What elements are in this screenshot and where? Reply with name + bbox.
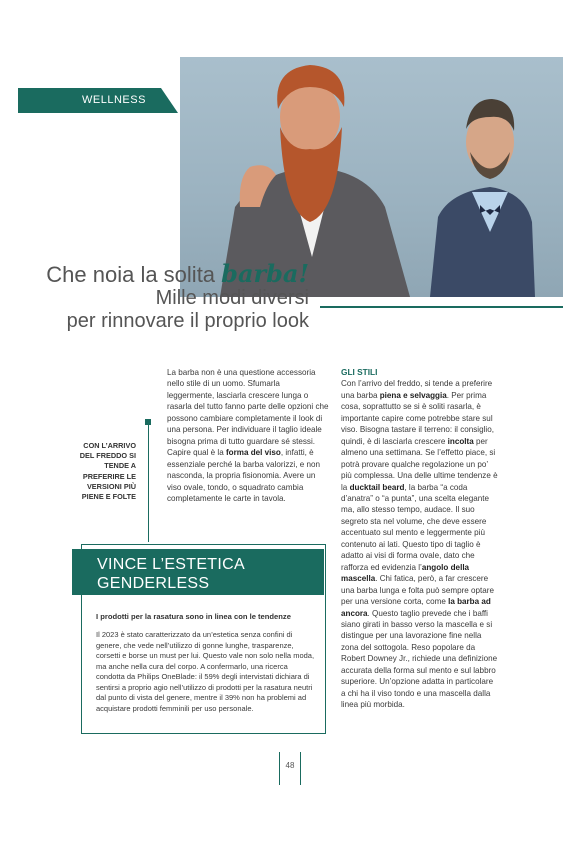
pull-quote-rule — [148, 422, 149, 542]
sidebar-box-subtitle: I prodotti per la rasatura sono in linea con le tendenze — [96, 612, 291, 621]
sidebar-box-title: VINCE L’ESTETICA GENDERLESS — [97, 556, 245, 592]
subheading-stili: GLI STILI — [341, 367, 378, 377]
col2-bold: piena e selvaggia — [379, 390, 447, 400]
section-tag: WELLNESS — [82, 94, 146, 106]
body-column-2 — [341, 367, 499, 711]
page-number: 48 — [285, 761, 295, 770]
headline-script-word: barba! — [221, 259, 309, 288]
headline-line2: Mille modi diversi — [155, 287, 309, 309]
body-column-1 — [167, 367, 329, 504]
col2-bold: ducktail beard — [349, 482, 405, 492]
col2-text: , la barba “a coda d’anatra” o “a punta”, una scelta elegante ma, allo stesso tempo, audace. Il suo segreto sta nel volume, che deve essere accentuato sul mento e leggermente più contenuto ai lati. Questo tipo di taglio è adatto ai visi di forma ovale, dato che rafforza ed evidenzia l’ — [341, 482, 490, 572]
col2-text: Con l’arrivo del freddo, si tende a preferire una barba — [341, 379, 493, 400]
headline-line1 — [46, 259, 309, 288]
col2-bold: la barba ad ancora — [341, 597, 491, 618]
col2-bold: angolo della mascella — [341, 562, 470, 584]
headline-line3: per rinnovare il proprio look — [66, 310, 309, 332]
col1-text: , infatti, è essenziale perché la barba valorizzi, e non nasconda, la propria fisionomia. Avere un viso ovale, tondo, o squadrato cambia completamente le carte in tavola. — [167, 448, 320, 503]
photo-rule — [320, 306, 563, 308]
col2-text: per almeno una settimana. Se l’effetto piace, si potrà provare qualche regolazione un po’ più complessa. Una delle ultime tendenze è la — [341, 436, 498, 492]
col1-text: La barba non è una questione accessoria nello stile di un uomo. Sfumarla leggermente, lasciarla crescere lunga o rasarla del tutto fanno parte delle opzioni che possono cambiare completamente il look di una persona. Per individuare il taglio ideale bisogna prima di tutto guardare sé stessi. Capire qual è la — [167, 368, 329, 458]
col2-text: . Questo taglio prevede che i baffi siano girati in basso verso la mascella e si distingue per una lavorazione fine nella zona del sottogola. Reso popolare da Robert Downey Jr., richiede una definizione accurata della forma sul mento e sul labbro superiore. Un’opzione adatta in particolare a chi ha il viso tondo e una mascella dalla linea più morbida. — [341, 608, 498, 710]
col2-text: . Per prima cosa, soprattutto se si è soliti rasarla, è importante capire come potrebbe stare sul viso. Bisogna tastare il terreno: il consiglio, quindi, è di lasciarla crescere — [341, 390, 494, 446]
col2-bold: incolta — [447, 436, 474, 446]
sidebar-box-body: Il 2023 è stato caratterizzato da un’estetica senza confini di genere, che vede nell’utilizzo di gonne lunghe, trasparenze, corsetti e borse un must per lui. Questo vale non solo nella moda, ma anche nella cura del corpo. A confermarlo, una ricerca condotta da Philips OneBlade: il 59% degli intervistati dichiara di sentirsi a proprio agio nell’utilizzo di prodotti per la rasatura neutri dal punto di vista del genere, mentre il 39% non ha problemi ad acquistare prodotti femminili per uso personale. — [96, 630, 315, 713]
headline-pre: Che noia la solita — [46, 262, 222, 287]
col1-bold: forma del viso — [225, 448, 281, 458]
col2-text: . Chi fatica, però, a far crescere una barba lunga e folta può sempre optare per una versione corta, come — [341, 574, 494, 607]
pull-quote: CON L’ARRIVO DEL FREDDO SI TENDE A PREFERIRE LE VERSIONI PIÙ PIENE E FOLTE — [79, 441, 136, 502]
